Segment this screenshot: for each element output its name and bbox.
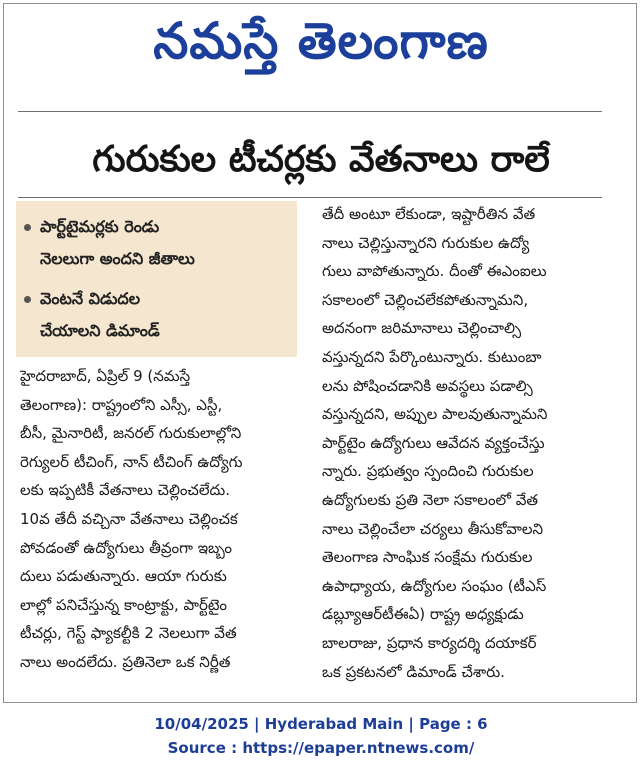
text-line: తెలంగాణ సాంఘిక సంక్షేమ గురుకుల [322,548,533,567]
text-line: వస్తున్నదని పేర్కొంటున్నారు. కుటుంబా [322,347,542,366]
text-line: నాలు అందలేదు. ప్రతినెలా ఒక నిర్ణీత [20,652,231,671]
article-column-right [322,200,614,686]
text-line: అదనంగా జరిమానాలు చెల్లించాల్సి [322,319,522,338]
text-line: లకు ఇప్పటికీ వేతనాలు చెల్లించలేదు. [20,481,231,500]
text-line: ఉపాధ్యాయ, ఉద్యోగుల సంఘం (టీఎస్ [322,576,547,595]
text-line: దులు పడుతున్నారు. ఆయా గురుకు [20,567,227,586]
highlight-item: వెంటనే విడుదల చేయాలని డిమాండ్ [26,283,291,347]
text-line: లను పోషించడానికి అవస్థలు పడాల్సి [322,376,533,395]
text-line: డబ్ల్యూఆర్‌టీఈఏ) రాష్ట్ర అధ్యక్షుడు [322,605,524,624]
newspaper-masthead: నమస్తే తెలంగాణ [153,12,489,70]
highlights-box [16,201,297,357]
text-line: ఉద్యోగులకు ప్రతి నెలా సకాలంలో వేత [322,490,539,509]
text-line: పోవడంతో ఉద్యోగులు తీవ్రంగా ఇబ్బం [20,538,233,557]
footer-edition-info: 10/04/2025 | Hyderabad Main | Page : 6 [154,715,488,733]
text-line: నాలు చెల్లిస్తున్నారని గురుకుల ఉద్యో [322,233,530,252]
text-line: పార్ట్‌టైం ఉద్యోగులు ఆవేదన వ్యక్తంచేస్తు [322,433,545,452]
text-line: బీసీ, మైనారిటీ, జనరల్ గురుకులాల్లోని [20,424,242,443]
text-line: నాలు చెల్లించేలా చర్యలు తీసుకోవాలని [322,519,544,538]
headline-top-rule [18,111,602,112]
text-line: లాల్లో పనిచేస్తున్న కాంట్రాక్టు, పార్ట్‌టైం [20,595,228,614]
text-line: గులు వాపోతున్నారు. దీంతో ఈఎంఐలు [322,262,547,281]
text-line: హైదరాబాద్, ఏప్రిల్ 9 (నమస్తే [20,367,191,385]
bullet-icon [24,296,31,303]
text-line: రెగ్యులర్ టీచింగ్, నాన్ టీచింగ్ ఉద్యోగు [20,452,243,471]
highlight-item: పార్ట్‌టైమర్లకు రెండు నెలలుగా అందని జీతాలు [26,211,291,275]
text-line: 10వ తేదీ వచ్చినా వేతనాలు చెల్లించక [20,509,238,528]
text-line: న్నారు. ప్రభుత్వం స్పందించి గురుకుల [322,462,534,481]
article-column-left [20,362,300,677]
article-headline: గురుకుల టీచర్లకు వేతనాలు రాలే [92,139,550,180]
headline-bottom-rule [18,197,602,198]
text-line: టీచర్లు, గెస్ట్ ఫ్యాకల్టీకి 2 నెలలుగా వేత [20,624,237,643]
text-line: తేదీ అంటూ లేకుండా, ఇష్టారీతిన వేత [322,205,536,223]
bullet-icon [24,224,31,231]
text-line: బాలరాజు, ప్రధాన కార్యదర్శి దయాకర్ [322,633,537,652]
text-line: వస్తున్నదని, అప్పుల పాలవుతున్నామని [322,405,548,424]
text-line: సకాలంలో చెల్లించలేకపోతున్నామని, [322,290,529,309]
text-line: ఒక ప్రకటనలో డిమాండ్ చేశారు. [322,662,505,681]
footer-source-link[interactable]: Source : https://epaper.ntnews.com/ [167,739,475,757]
text-line: తెలంగాణ): రాష్ట్రంలోని ఎస్సీ, ఎస్టీ, [20,395,223,414]
